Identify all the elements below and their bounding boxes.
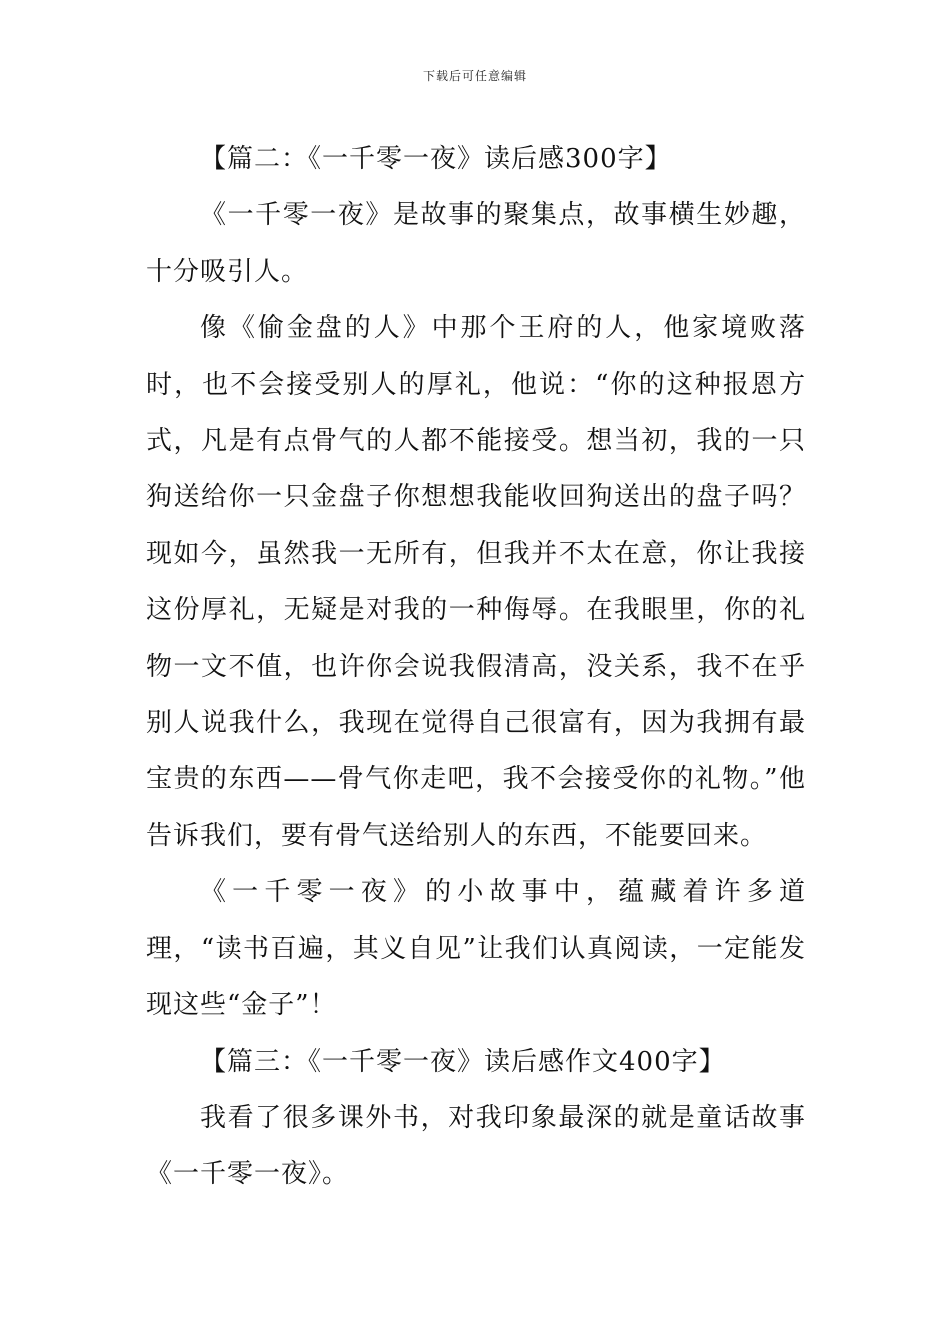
- paragraph-part-three-intro: 我看了很多课外书，对我印象最深的就是童话故事《一千零一夜》。: [146, 1102, 806, 1190]
- paragraph-golden-plate-story: 像《偷金盘的人》中那个王府的人，他家境败落时，也不会接受别人的厚礼，他说：“你的这种报恩方式，凡是有点骨气的人都不能接受。想当初，我的一只狗送给你一只金盘子你想想我能收回狗送出的盘子吗？现如今，虽然我一无所有，但我并不太在意，你让我接这份厚礼，无疑是对我的一种侮辱。在我眼里，你的礼物一文不值，也许你会说我假清高，没关系，我不在乎别人说我什么，我现在觉得自己很富有，因为我拥有最宝贵的东西——骨气你走吧，我不会接受你的礼物。”他告诉我们，要有骨气送给别人的东西，不能要回来。: [146, 313, 806, 851]
- document-body: [146, 131, 806, 1203]
- section-heading-part-two: 【篇二：《一千零一夜》读后感300字】: [200, 144, 672, 174]
- page-header-note: 下载后可任意编辑: [422, 69, 527, 83]
- section-heading-part-three: 【篇三：《一千零一夜》读后感作文400字】: [200, 1046, 726, 1077]
- paragraph-intro: 《一千零一夜》是故事的聚集点，故事横生妙趣，十分吸引人。: [146, 200, 806, 287]
- paragraph-conclusion: 《一千零一夜》的小故事中，蕴藏着许多道理，“读书百遍，其义自见”让我们认真阅读，一定能发现这些“金子”！: [146, 877, 806, 1021]
